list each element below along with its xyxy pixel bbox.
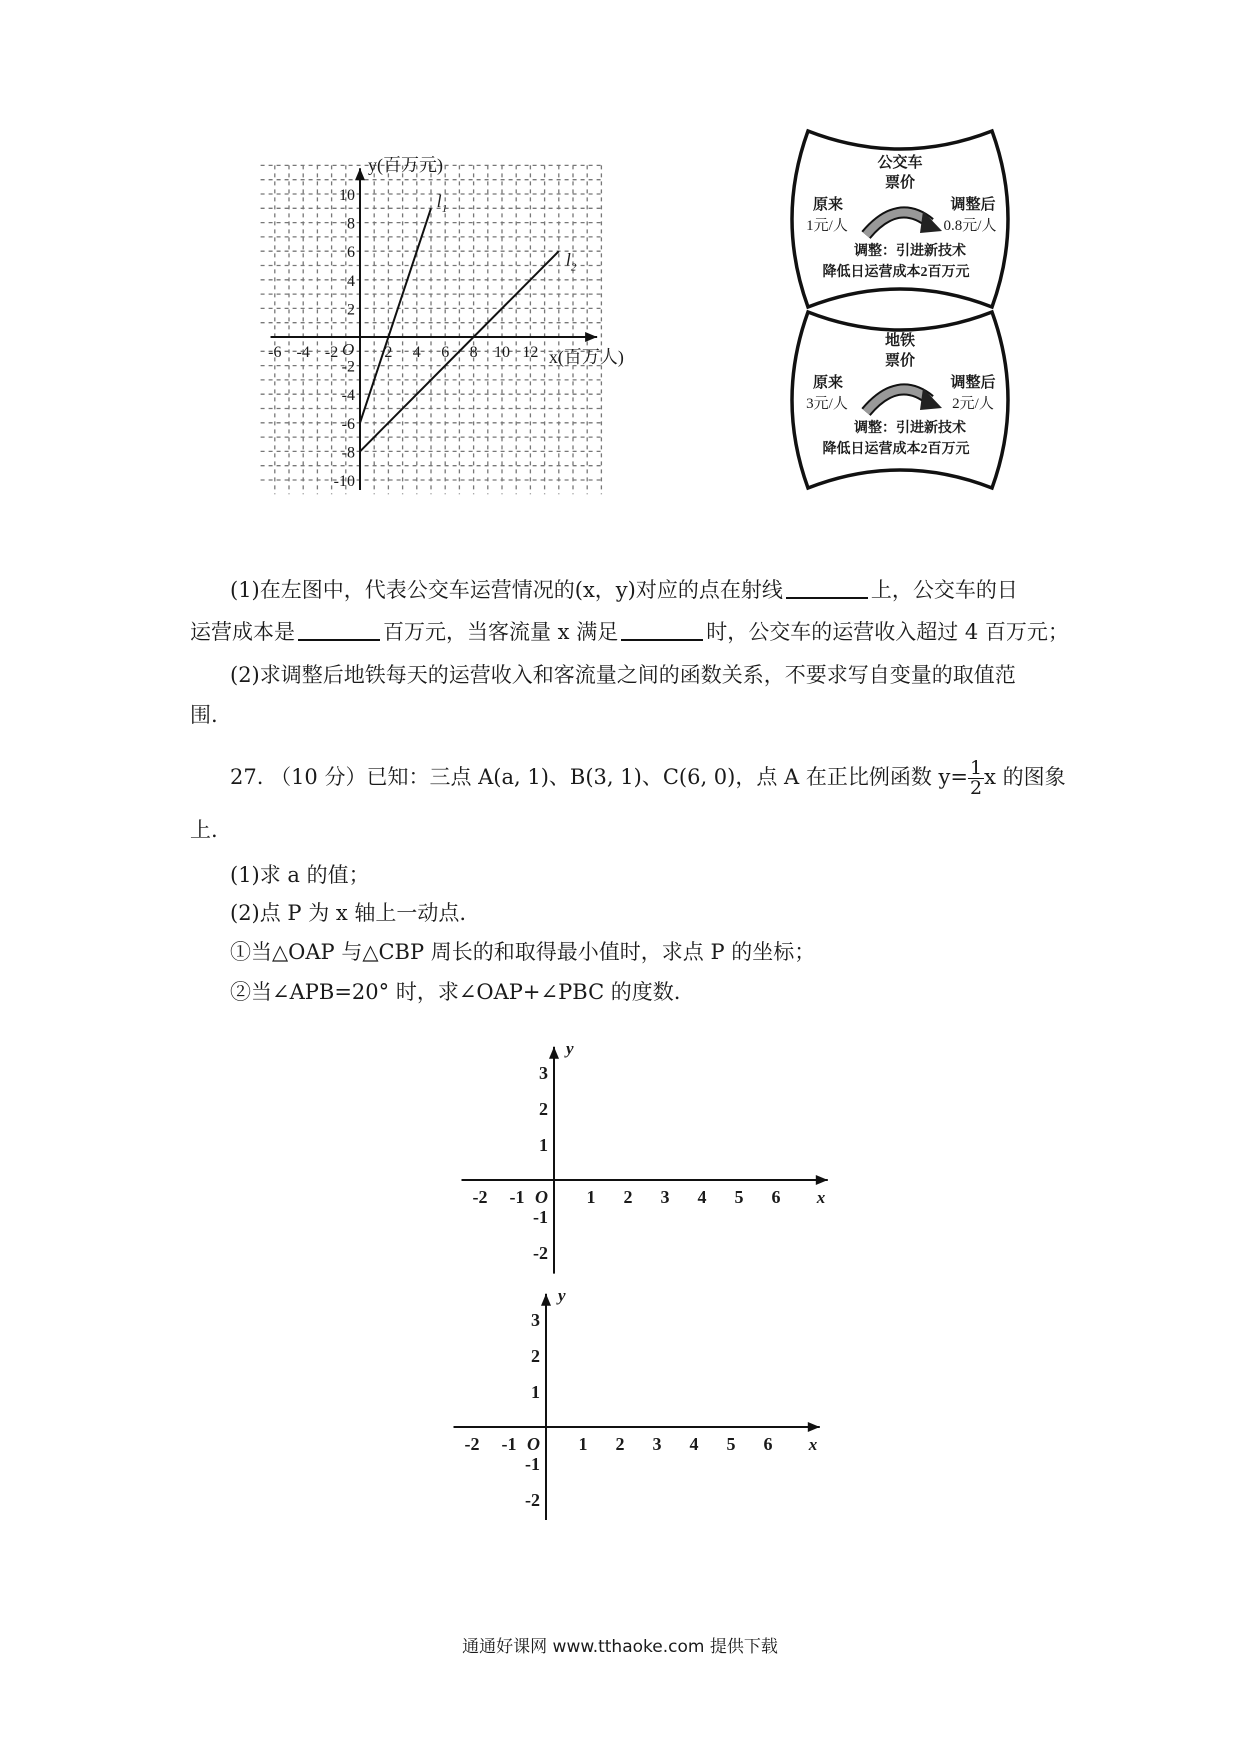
- q27-sub2-item2: ②当∠APB=20° 时，求∠OAP+∠PBC 的度数.: [230, 980, 681, 1004]
- card-subtitle: 票价: [884, 353, 916, 369]
- q26-part1-text-b: 上，公交车的日: [870, 578, 1018, 602]
- q26-part1-text-e: 时，公交车的运营收入超过 4 百万元；: [706, 620, 1069, 644]
- y-tick-label: 2: [347, 301, 355, 319]
- x-tick-label: 5: [726, 1434, 736, 1454]
- answer-blank: [621, 619, 703, 641]
- after-price: 2元/人: [952, 396, 994, 412]
- x-tick-label: 12: [522, 344, 539, 361]
- fraction-one-half: [968, 759, 984, 798]
- x-tick-label: -2: [472, 1187, 488, 1207]
- line-l2-letter: l: [565, 249, 571, 270]
- chart-grid: [261, 165, 602, 494]
- q27-intro: [230, 752, 1110, 802]
- before-label: 原来: [812, 375, 844, 391]
- q26-part1-text-d: 百万元，当客流量 x 满足: [383, 620, 619, 644]
- q27-sub1: (1)求 a 的值；: [230, 863, 370, 887]
- x-axis-arrow: [816, 1175, 828, 1185]
- after-label: 调整后: [950, 197, 996, 213]
- y-tick-label: 3: [531, 1310, 540, 1330]
- q27-intro-cont: 上.: [190, 818, 218, 842]
- x-tick-label: -1: [501, 1434, 517, 1454]
- q27-sub2-item1: ①当△OAP 与△CBP 周长的和取得最小值时，求点 P 的坐标；: [230, 940, 816, 964]
- answer-blank: [298, 619, 380, 641]
- x-tick-label: 4: [412, 344, 421, 361]
- before-price: 1元/人: [806, 218, 848, 234]
- card-title: 地铁: [884, 333, 916, 349]
- q26-part1-line2: [190, 617, 1070, 647]
- x-tick-label: 4: [689, 1434, 699, 1454]
- bus-price-card: [780, 127, 1020, 312]
- coordinate-axes-1: [450, 1030, 850, 1275]
- chart-axes: [271, 168, 598, 490]
- q26-part1-text-c: 运营成本是: [190, 620, 295, 644]
- y-axis-arrow: [549, 1047, 559, 1059]
- y-tick-label: -10: [333, 473, 355, 490]
- x-axis-label: x: [816, 1188, 826, 1207]
- y-axis-label: y(百万元): [368, 155, 443, 176]
- y-tick-label: -2: [533, 1243, 548, 1263]
- origin-label: O: [535, 1187, 548, 1207]
- origin-label: O: [527, 1434, 540, 1454]
- arrow-icon: [866, 388, 942, 412]
- ticket-price-line-chart: [235, 125, 655, 500]
- x-tick-label: -2: [464, 1434, 480, 1454]
- y-axis-arrow: [355, 168, 365, 180]
- y-axis-arrow: [541, 1294, 551, 1306]
- y-tick-label: -1: [525, 1454, 540, 1474]
- x-tick-label: -2: [324, 344, 339, 361]
- x-tick-label: 2: [384, 344, 393, 361]
- line-l1-subscript: 1: [441, 202, 448, 215]
- line-l1-letter: l: [436, 190, 442, 211]
- coordinate-axes-2: [445, 1275, 855, 1520]
- q26-part2-line1: (2)求调整后地铁每天的运营收入和客流量之间的函数关系，不要求写自变量的取值范: [230, 663, 1016, 687]
- subway-price-card: [780, 308, 1020, 493]
- x-tick-label: 2: [623, 1187, 633, 1207]
- y-tick-label: 1: [531, 1382, 540, 1402]
- x-tick-label: 1: [586, 1187, 596, 1207]
- y-tick-label: 3: [539, 1063, 548, 1083]
- y-tick-label: -6: [341, 415, 355, 433]
- x-axis-arrow: [585, 332, 597, 342]
- x-tick-label: 6: [771, 1187, 781, 1207]
- x-axis-arrow: [808, 1422, 820, 1432]
- x-tick-label: -6: [268, 344, 282, 361]
- before-price: 3元/人: [806, 396, 848, 412]
- q26-part1-text-a: (1)在左图中，代表公交车运营情况的(x，y)对应的点在射线: [230, 578, 783, 602]
- q26-part2-line2: 围.: [190, 703, 218, 727]
- line-l2-subscript: 2: [570, 261, 577, 274]
- x-tick-label: 6: [763, 1434, 773, 1454]
- adjust-note: 调整：引进新技术: [854, 244, 966, 259]
- y-tick-label: 10: [339, 187, 355, 204]
- line-l2-label: [566, 250, 577, 274]
- x-tick-label: -1: [509, 1187, 525, 1207]
- x-tick-label: 1: [578, 1434, 588, 1454]
- after-label: 调整后: [950, 375, 996, 391]
- y-axis-label: y: [566, 1039, 574, 1058]
- adjust-note: 调整：引进新技术: [854, 421, 966, 436]
- y-tick-label: 2: [531, 1346, 540, 1366]
- chart-tick-labels: [268, 187, 538, 490]
- y-axis-label: y: [558, 1286, 566, 1305]
- y-tick-label: -2: [525, 1490, 540, 1510]
- y-tick-label: 2: [539, 1099, 548, 1119]
- y-tick-label: -8: [341, 444, 355, 462]
- y-tick-label: -1: [533, 1207, 548, 1227]
- origin-label: O: [342, 340, 355, 359]
- answer-blank: [786, 577, 868, 599]
- x-tick-label: 8: [469, 344, 478, 361]
- q26-part1-line1: [230, 575, 1110, 605]
- y-tick-label: 1: [539, 1135, 548, 1155]
- x-axis-label: x: [808, 1435, 818, 1454]
- x-tick-label: 3: [660, 1187, 670, 1207]
- y-tick-label: 6: [347, 244, 355, 262]
- x-tick-label: 3: [652, 1434, 662, 1454]
- after-price: 0.8元/人: [943, 218, 997, 234]
- q27-sub2: (2)点 P 为 x 轴上一动点.: [230, 901, 467, 925]
- page-footer: 通通好课网 www.tthaoke.com 提供下载: [462, 1637, 778, 1657]
- x-tick-label: -4: [296, 344, 310, 361]
- x-tick-label: 10: [494, 344, 510, 361]
- card-subtitle: 票价: [884, 175, 916, 191]
- card-title: 公交车: [877, 155, 923, 171]
- arrow-icon: [866, 211, 942, 235]
- q27-intro-text-b: x 的图象: [984, 765, 1066, 789]
- y-tick-label: -2: [341, 358, 355, 376]
- fraction-numerator: 1: [970, 757, 983, 779]
- fraction-denominator: 2: [970, 777, 983, 799]
- x-tick-label: 2: [615, 1434, 625, 1454]
- before-label: 原来: [812, 197, 844, 213]
- y-tick-label: -4: [341, 387, 355, 405]
- cost-note: 降低日运营成本2百万元: [822, 265, 970, 280]
- x-tick-label: 6: [441, 344, 450, 361]
- cost-note: 降低日运营成本2百万元: [822, 442, 970, 457]
- y-tick-label: 8: [347, 215, 355, 233]
- x-tick-label: 4: [697, 1187, 707, 1207]
- x-tick-label: 5: [734, 1187, 744, 1207]
- y-tick-label: 4: [347, 272, 355, 290]
- q27-intro-text-a: 27. （10 分）已知：三点 A(a, 1)、B(3, 1)、C(6, 0)，点 A 在正比例函数 y=: [230, 765, 968, 789]
- x-axis-label: x(百万人): [548, 347, 624, 367]
